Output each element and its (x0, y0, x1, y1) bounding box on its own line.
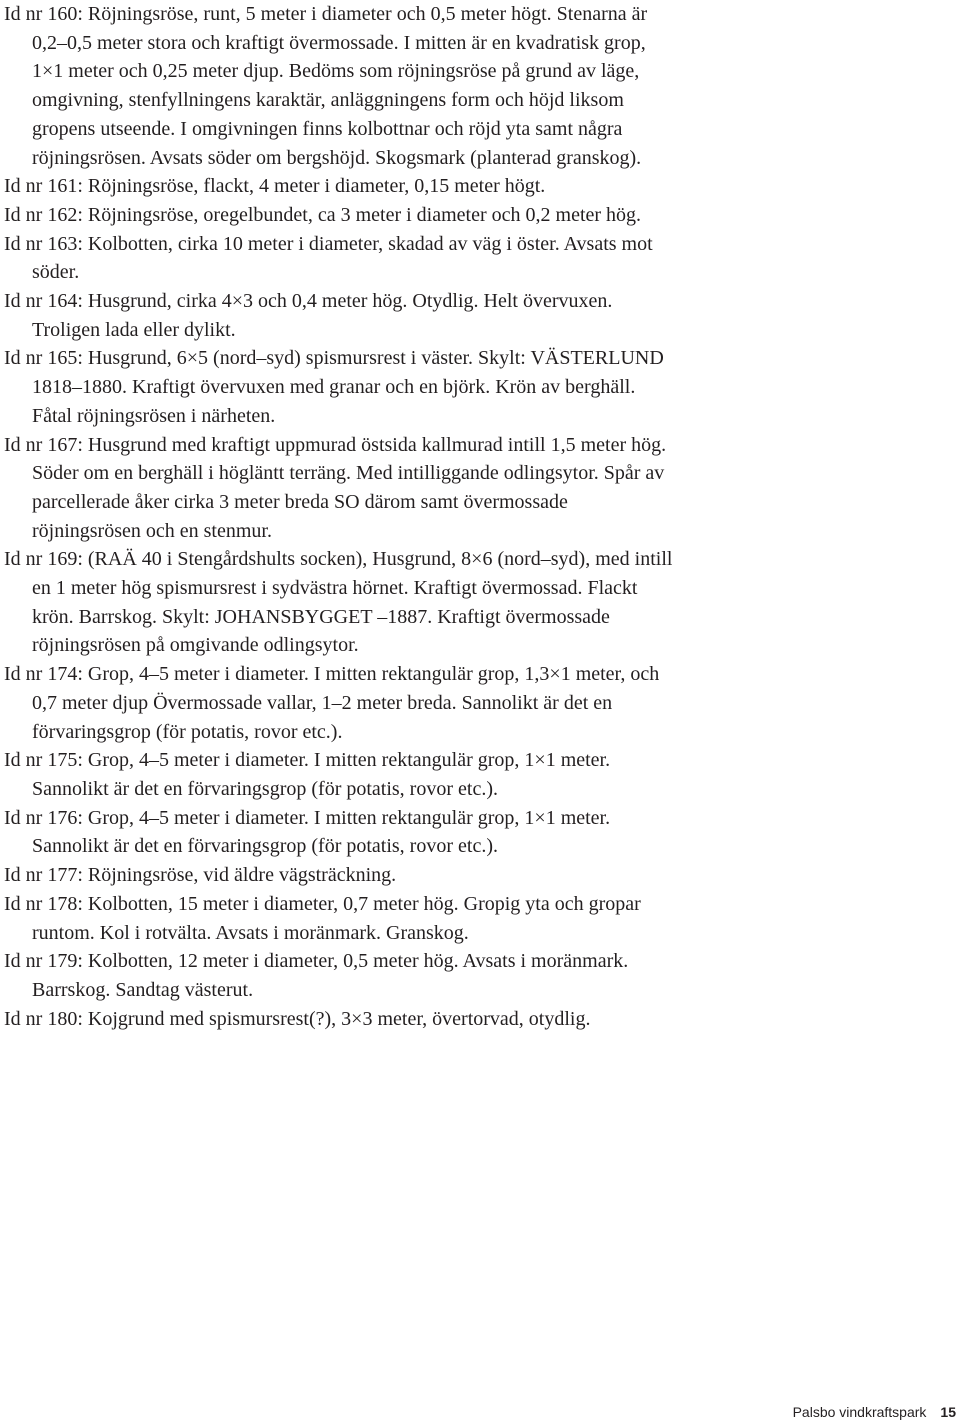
page-footer (760, 1399, 960, 1425)
site-entry: Id nr 180: Kojgrund med spismursrest(?), 3×3 meter, övertorvad, otydlig. (4, 1007, 591, 1030)
site-entry: Id nr 161: Röjningsröse, flackt, 4 meter i diameter, 0,15 meter högt. (4, 175, 546, 198)
site-entry: Id nr 162: Röjningsröse, oregelbundet, ca 3 meter i diameter och 0,2 meter hög. (4, 203, 642, 226)
site-entry: Id nr 174: Grop, 4–5 meter i diameter. I mitten rektangulär grop, 1,3×1 meter, och 0,7 meter djup Övermossade vallar, 1–2 meter breda. Sannolikt är det en förvaringsgrop (för potatis, rovor etc.). (4, 663, 660, 743)
site-entry: Id nr 165: Husgrund, 6×5 (nord–syd) spismursrest i väster. Skylt: VÄSTERLUND 1818–1880. Kraftigt övervuxen med granar och en björk. Krön av berghäll. Fåtal röjningsrösen i närheten. (4, 347, 664, 427)
site-entry: Id nr 178: Kolbotten, 15 meter i diameter, 0,7 meter hög. Gropig yta och gropar runtom. Kol i rotvälta. Avsats i moränmark. Granskog. (4, 892, 641, 944)
site-entry: Id nr 169: (RAÄ 40 i Stengårdshults socken), Husgrund, 8×6 (nord–syd), med intill en 1 meter hög spismursrest i sydvästra hörnet. Kraftigt övermossad. Flackt krön. Barrskog. Skylt: JOHANSBYGGET –1887. Kraftigt övermossade röjningsrösen på omgivande odlingsytor. (4, 548, 673, 657)
site-entry: Id nr 163: Kolbotten, cirka 10 meter i diameter, skadad av väg i öster. Avsats mot söder. (4, 232, 653, 284)
site-entry: Id nr 160: Röjningsröse, runt, 5 meter i diameter och 0,5 meter högt. Stenarna är 0,2–0,5 meter stora och kraftigt övermossade. I mitten är en kvadratisk grop, 1×1 meter och 0,25 meter djup. Bedöms som röjningsröse på grund av läge, omgivning, stenfyllningens karaktär, anläggningens form och höjd liksom gropens utseende. I omgivningen finns kolbottnar och röjd yta samt några röjningsrösen. Avsats söder om bergshöjd. Skogsmark (planterad granskog). (4, 3, 648, 169)
footer-title: Palsbo vindkraftspark (792, 1404, 927, 1420)
site-entry: Id nr 177: Röjningsröse, vid äldre vägsträckning. (4, 864, 397, 887)
site-entry: Id nr 175: Grop, 4–5 meter i diameter. I mitten rektangulär grop, 1×1 meter. Sannolikt är det en förvaringsgrop (för potatis, rovor etc.). (4, 749, 611, 800)
page-number: 15 (940, 1404, 956, 1420)
site-entry-list (4, 0, 676, 1033)
site-entry: Id nr 167: Husgrund med kraftigt uppmurad östsida kallmurad intill 1,5 meter hög. Söder om en berghäll i högläntt terräng. Med intilliggande odlingsytor. Spår av parcellerade åker cirka 3 meter breda SO därom samt övermossade röjningsrösen och en stenmur. (4, 433, 667, 542)
site-entry: Id nr 179: Kolbotten, 12 meter i diameter, 0,5 meter hög. Avsats i moränmark. Barrskog. Sandtag västerut. (4, 950, 629, 1001)
site-entry: Id nr 176: Grop, 4–5 meter i diameter. I mitten rektangulär grop, 1×1 meter. Sannolikt är det en förvaringsgrop (för potatis, rovor etc.). (4, 806, 611, 858)
site-entry: Id nr 164: Husgrund, cirka 4×3 och 0,4 meter hög. Otydlig. Helt övervuxen. Troligen lada eller dylikt. (4, 290, 613, 341)
